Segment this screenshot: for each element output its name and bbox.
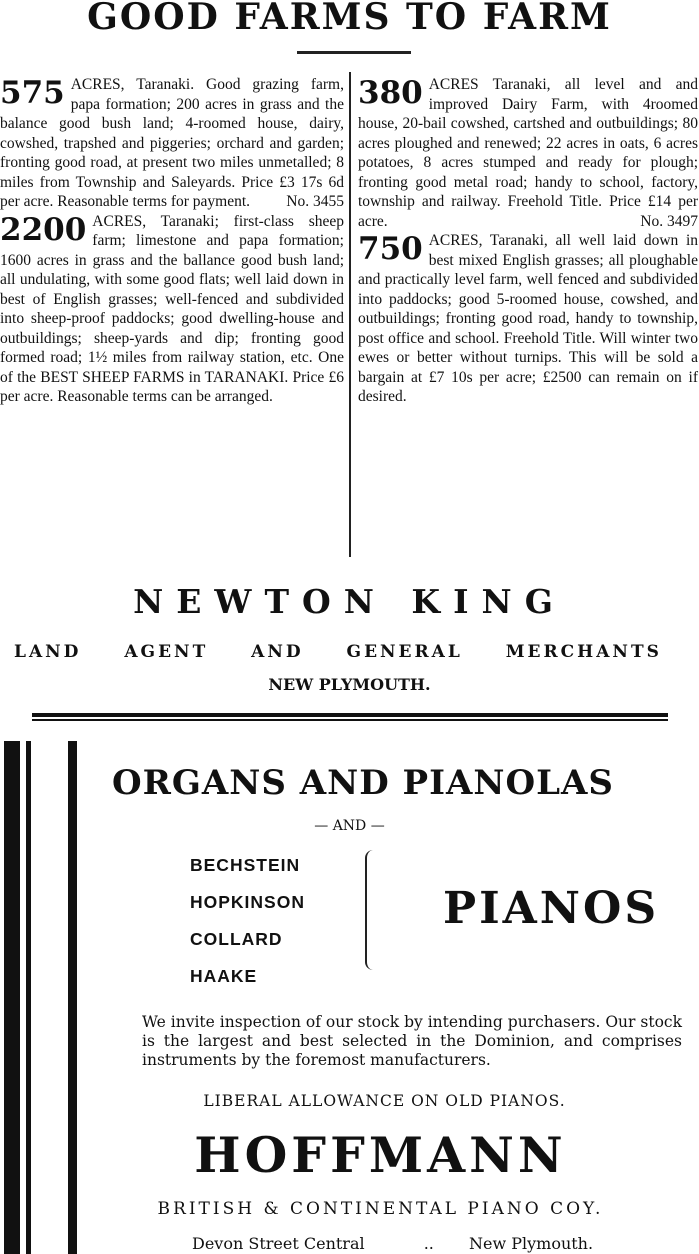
left-column: [0, 75, 344, 407]
agent-name: NEWTON KING: [133, 582, 566, 621]
listing-ref: No. 3497: [640, 212, 698, 230]
listing-text: ACRES, Taranaki, all well laid down in best mixed English grasses; all ploughable and practically level farm, well fenced and subdivided into paddocks; good 5-roomed house, cowshed, and outbuildings; fronting good road, handy to township, post office and school. Freehold Title. Will winter two ewes or better without turnips. This will be sold a bargain at £7 10s per acre; £2500 can remain on if desired.: [358, 232, 698, 405]
listing-acreage: 380: [358, 75, 423, 111]
listing-acreage: 2200: [0, 211, 87, 248]
farm-listing: [358, 75, 698, 231]
pianos-heading: PIANOS: [443, 883, 660, 934]
tagline-word: GENERAL: [346, 642, 463, 662]
column-divider: [349, 72, 351, 557]
agent-location: NEW PLYMOUTH.: [268, 675, 431, 694]
company-address: [192, 1234, 593, 1253]
tagline-word: MERCHANTS: [505, 642, 662, 662]
listing-text: ACRES, Taranaki. Good grazing farm, papa formation; 200 acres in grass and the balance good bush land; 4-roomed house, dairy, cowshed, trapshed and piggeries; orchard and garden; fronting good road, at present two miles unmetalled; 8 miles from Township and Saleyards. Price £3 17s 6d per acre. Reasonable terms for payment.: [0, 76, 344, 210]
title-rule: [297, 51, 411, 54]
listing-acreage: 575: [0, 75, 65, 111]
farm-listing: [0, 212, 344, 407]
brand-item: COLLARD: [190, 929, 283, 949]
agent-tagline: [14, 642, 699, 662]
tagline-word: LAND: [14, 642, 82, 662]
and-separator: — AND —: [314, 818, 385, 834]
listing-text: ACRES, Taranaki; first-class sheep farm; limestone and papa formation; 1600 acres in grass and the ballance good bush land; all undulating, with some good flats; well laid down in best of English grasses; well-fenced and subdivided into sheep-proof paddocks; good dwelling-house and outbuildings; sheep-yards and dip; fronting good formed road; 1½ miles from railway station, etc. One of the BEST SHEEP FARMS in TARANAKI. Price £6 per acre. Reasonable terms can be arranged.: [0, 212, 344, 405]
farm-listing: [358, 231, 698, 407]
address-separator: ..: [423, 1234, 434, 1253]
tagline-word: AND: [251, 642, 304, 662]
brand-item: BECHSTEIN: [190, 855, 301, 875]
address-town: New Plymouth.: [468, 1234, 594, 1253]
listing-ref: No. 3455: [286, 193, 344, 210]
right-column: [358, 75, 698, 407]
listing-text: ACRES Taranaki, all level and and improved Dairy Farm, with 4roomed house, 20-bail cowshed, cartshed and outbuildings; 80 acres ploughed and renewed; 22 acres in oats, 6 acres potatoes, 8 acres stumped and ready for plough; fronting good metal road; handy to school, factory, township and railway. Freehold Title. Price £14 per acre.: [358, 76, 698, 230]
section-rule: [32, 719, 668, 721]
liberal-allowance: LIBERAL ALLOWANCE ON OLD PIANOS.: [203, 1092, 566, 1110]
brand-bracket: [365, 850, 375, 970]
brand-item: HAAKE: [190, 966, 258, 986]
ad-headline: ORGANS AND PIANOLAS: [112, 763, 614, 803]
brand-item: HOPKINSON: [190, 892, 305, 912]
page-title: GOOD FARMS TO FARM: [87, 0, 612, 38]
company-subtitle: BRITISH & CONTINENTAL PIANO COY.: [157, 1199, 604, 1219]
listing-acreage: 750: [358, 231, 423, 267]
section-rule: [32, 713, 668, 717]
company-name: HOFFMANN: [194, 1126, 567, 1184]
address-street: Devon Street Central: [192, 1234, 365, 1253]
invite-text: We invite inspection of our stock by intending purchasers. Our stock is the largest and best selected in the Dominion, and comprises instruments by the foremost manufacturers.: [142, 1013, 682, 1069]
tagline-word: AGENT: [124, 642, 209, 662]
farm-listing: [0, 75, 344, 212]
brand-list: [190, 847, 305, 995]
